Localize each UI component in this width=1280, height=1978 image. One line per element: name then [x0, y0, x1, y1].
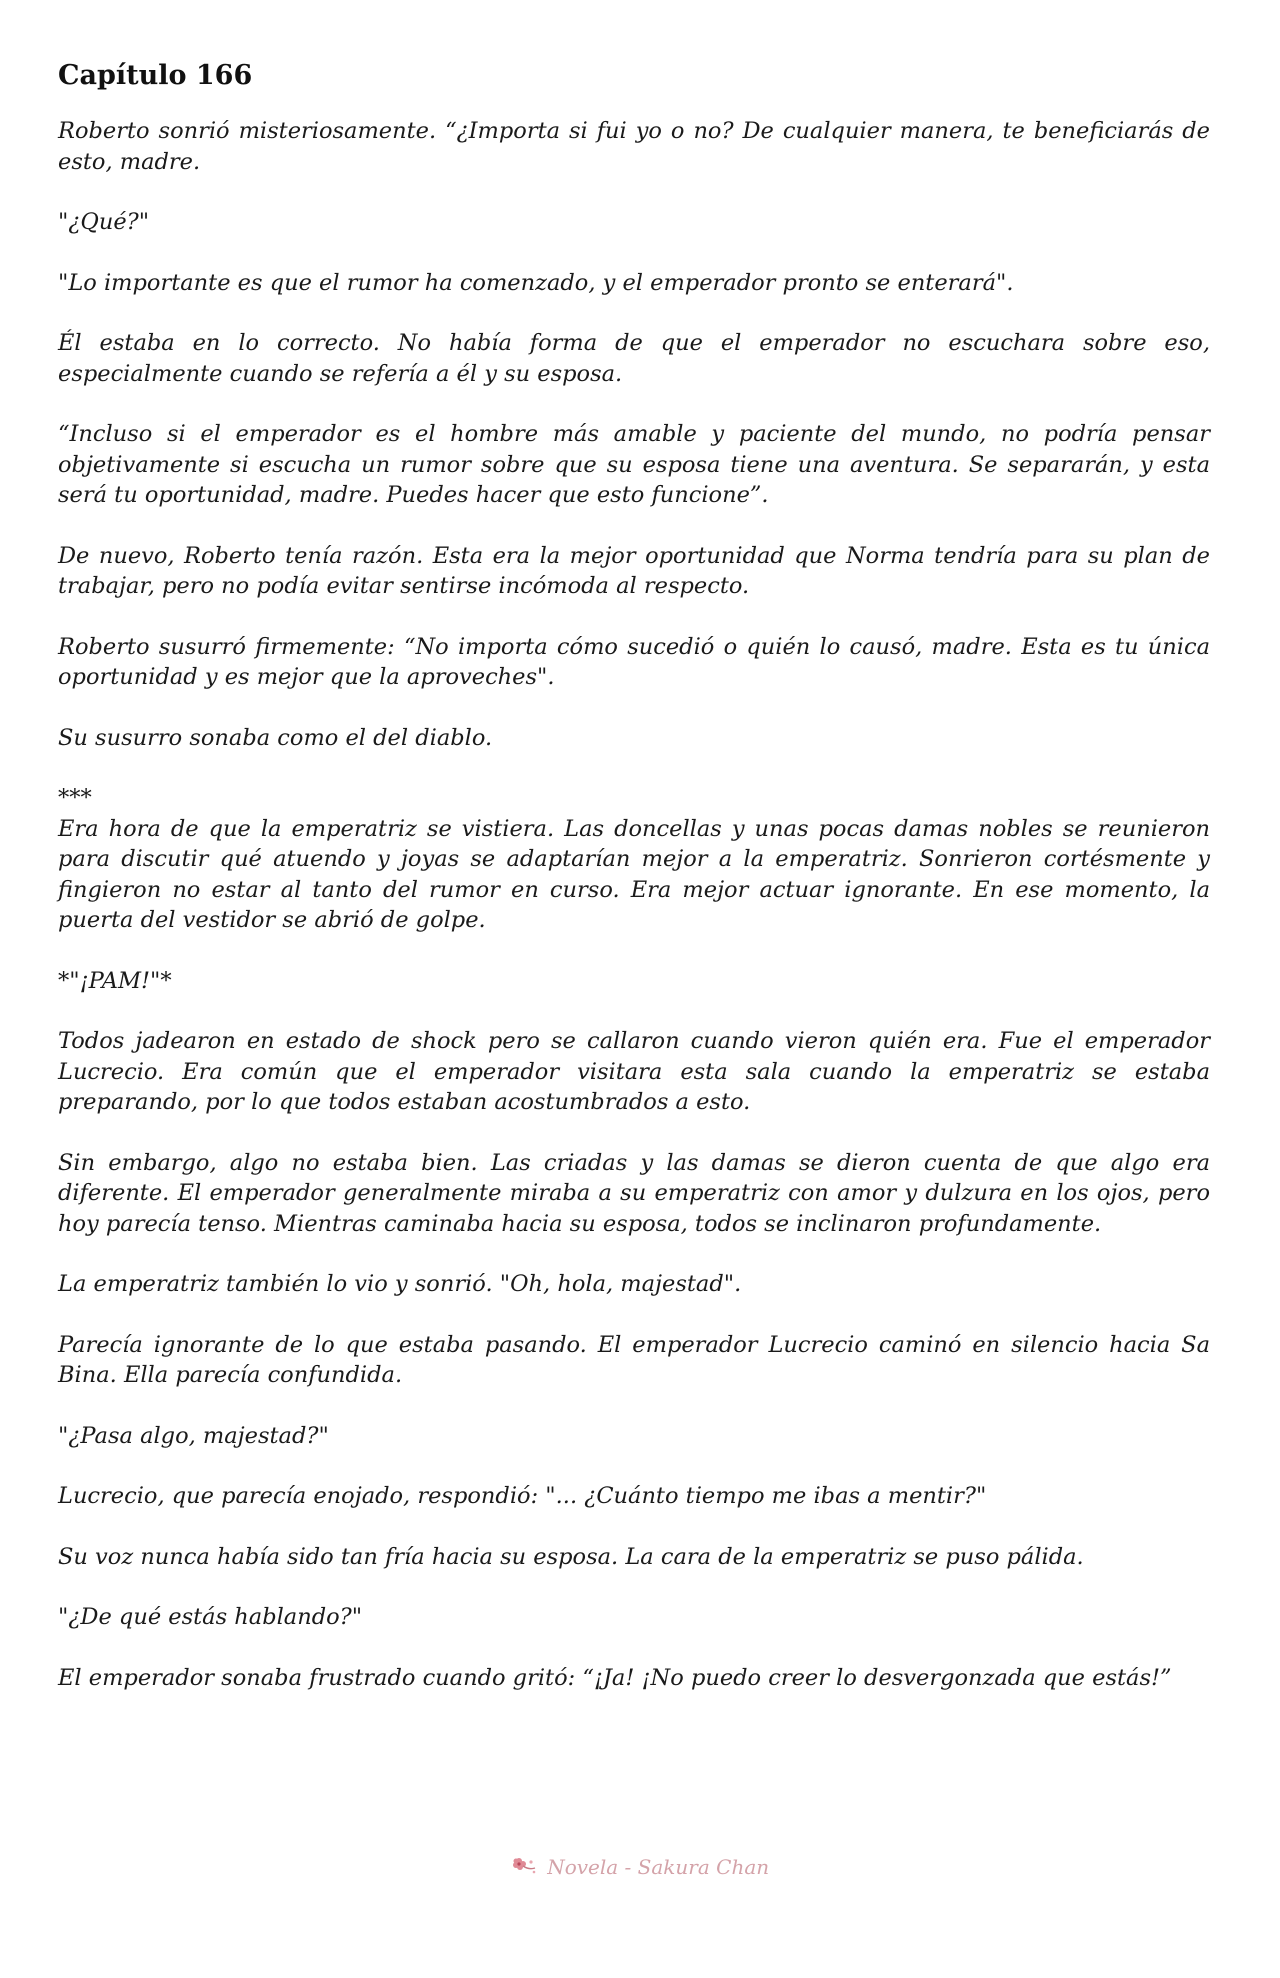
paragraph: *"¡PAM!"*	[58, 967, 172, 994]
paragraph: Parecía ignorante de lo que estaba pasando. El emperador Lucrecio caminó en silencio hacia Sa Bina. Ella parecía confundida.	[58, 1331, 1210, 1388]
paragraph: Su susurro sonaba como el del diablo.	[58, 724, 493, 751]
paragraph: "¿De qué estás hablando?"	[58, 1604, 363, 1630]
chapter-page	[58, 58, 1210, 1693]
paragraph: "Lo importante es que el rumor ha comenzado, y el emperador pronto se enterará".	[58, 269, 1014, 296]
paragraph: La emperatriz también lo vio y sonrió. "Oh, hola, majestad".	[58, 1271, 742, 1297]
paragraph: De nuevo, Roberto tenía razón. Esta era la mejor oportunidad que Norma tendría para su plan de trabajar, pero no podía evitar sentirse incómoda al respecto.	[58, 542, 1210, 599]
paragraph: Lucrecio, que parecía enojado, respondió: "... ¿Cuánto tiempo me ibas a mentir?"	[58, 1483, 987, 1509]
paragraph: Roberto sonrió misteriosamente. “¿Importa si fui yo o no? De cualquier manera, te beneficiarás de esto, madre.	[58, 118, 1210, 175]
watermark-text: Novela - Sakura Chan	[547, 1855, 770, 1879]
paragraph: Todos jadearon en estado de shock pero se callaron cuando vieron quién era. Fue el emperador Lucrecio. Era común que el emperador visitara esta sala cuando la emperatriz se estaba preparando, por lo que todos estaban acostumbrados a esto.	[58, 1028, 1210, 1115]
watermark	[0, 1855, 1280, 1879]
paragraph: "¿Qué?"	[58, 209, 150, 235]
sakura-flower-icon	[511, 1856, 539, 1878]
paragraph: Sin embargo, algo no estaba bien. Las criadas y las damas se dieron cuenta de que algo era diferente. El emperador generalmente miraba a su emperatriz con amor y dulzura en los ojos, pero hoy parecía tenso. Mientras caminaba hacia su esposa, todos se inclinaron profundamente.	[58, 1149, 1210, 1237]
scene-separator: ***	[58, 785, 92, 811]
paragraph: Su voz nunca había sido tan fría hacia su esposa. La cara de la emperatriz se puso pálida.	[58, 1543, 1084, 1570]
paragraph: Era hora de que la emperatriz se vistiera. Las doncellas y unas pocas damas nobles se reunieron para discutir qué atuendo y joyas se adaptarían mejor a la emperatriz. Sonrieron cortésmente y fingieron no estar al tanto del rumor en curso. Era mejor actuar ignorante. En ese momento, la puerta del vestidor se abrió de golpe.	[58, 815, 1210, 933]
paragraph: Roberto susurró firmemente: “No importa cómo sucedió o quién lo causó, madre. Esta es tu única oportunidad y es mejor que la aproveches".	[58, 633, 1210, 690]
paragraph: El emperador sonaba frustrado cuando gritó: “¡Ja! ¡No puedo creer lo desvergonzada que estás!”	[58, 1664, 1172, 1691]
paragraph: "¿Pasa algo, majestad?"	[58, 1422, 329, 1449]
chapter-title: Capítulo 166	[58, 60, 253, 91]
paragraph: Él estaba en lo correcto. No había forma de que el emperador no escuchara sobre eso, especialmente cuando se refería a él y su esposa.	[58, 330, 1210, 387]
paragraph: “Incluso si el emperador es el hombre más amable y paciente del mundo, no podría pensar objetivamente si escucha un rumor sobre que su esposa tiene una aventura. Se separarán, y esta será tu oportunidad, madre. Puedes hacer que esto funcione”.	[58, 421, 1210, 508]
